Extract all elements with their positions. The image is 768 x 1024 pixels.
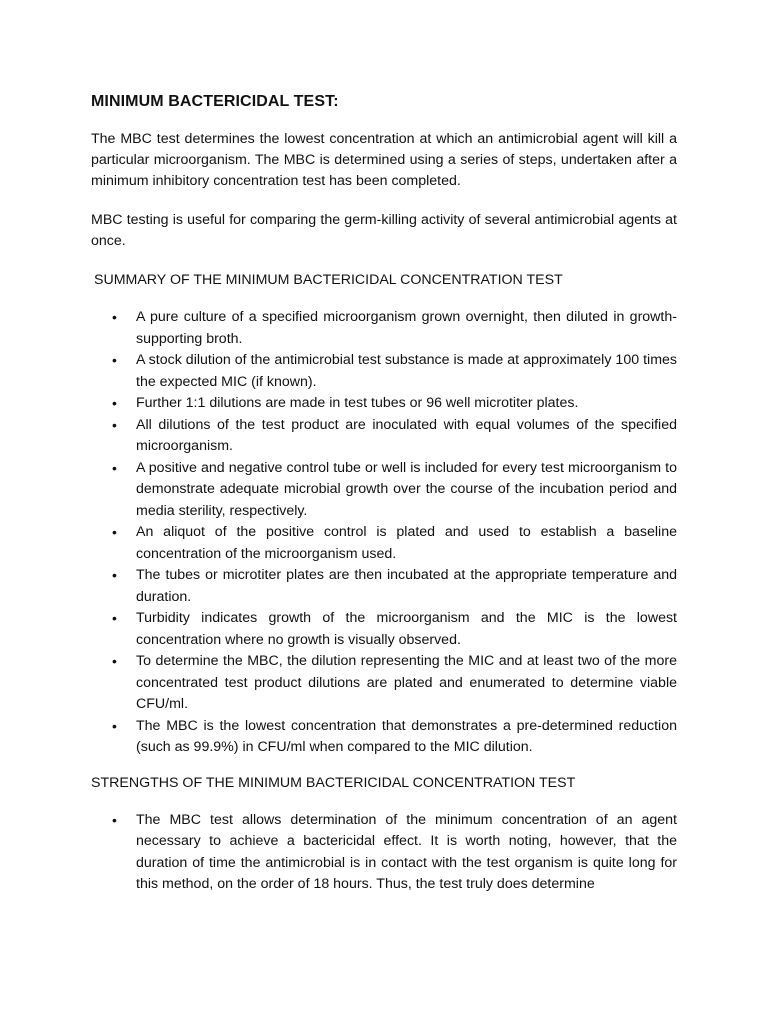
summary-bullet-text: The tubes or microtiter plates are then incubated at the appropriate temperature and duration.	[136, 567, 677, 605]
strengths-bullet-list	[91, 810, 677, 896]
bullet-icon: •	[112, 567, 117, 583]
summary-bullet-text: A pure culture of a specified microorganism grown overnight, then diluted in growth-supporting broth.	[136, 309, 677, 347]
summary-bullet-item	[91, 307, 677, 350]
summary-bullet-list	[91, 307, 677, 759]
bullet-icon: •	[112, 309, 117, 325]
summary-bullet-item	[91, 458, 677, 523]
usefulness-paragraph: MBC testing is useful for comparing the germ-killing activity of several antimicrobial agents at once.	[91, 212, 677, 249]
summary-bullet-text: The MBC is the lowest concentration that demonstrates a pre-determined reduction (such as 99.9%) in CFU/ml when compared to the MIC dilution.	[136, 717, 677, 755]
summary-heading: SUMMARY OF THE MINIMUM BACTERICIDAL CONCENTRATION TEST	[94, 272, 563, 288]
summary-bullet-text: To determine the MBC, the dilution representing the MIC and at least two of the more concentrated test product dilutions are plated and enumerated to determine viable CFU/ml.	[136, 653, 677, 712]
summary-bullet-item	[91, 608, 677, 651]
summary-bullet-item	[91, 716, 677, 759]
strengths-bullet-item	[91, 810, 677, 896]
summary-bullet-text: A stock dilution of the antimicrobial test substance is made at approximately 100 times the expected MIC (if known).	[136, 352, 677, 390]
bullet-icon: •	[112, 459, 117, 476]
bullet-icon: •	[112, 811, 117, 828]
summary-bullet-text: All dilutions of the test product are inoculated with equal volumes of the specified microorganism.	[136, 416, 677, 454]
summary-bullet-text: Turbidity indicates growth of the microorganism and the MIC is the lowest concentration where no growth is visually observed.	[136, 610, 677, 648]
bullet-icon: •	[112, 352, 117, 368]
bullet-icon: •	[112, 395, 117, 411]
summary-bullet-item	[91, 415, 677, 458]
summary-bullet-item	[91, 350, 677, 393]
summary-bullet-item	[91, 565, 677, 608]
document-title: MINIMUM BACTERICIDAL TEST:	[91, 93, 339, 110]
document-content	[91, 92, 677, 910]
bullet-icon: •	[112, 416, 117, 433]
strengths-bullet-text: The MBC test allows determination of the minimum concentration of an agent necessary to achieve a bactericidal effect. It is worth noting, however, that the duration of time the antimicrobial is in contact with the test organism is quite long for this method, on the order of 18 hours. Thus, the test truly does determine	[136, 811, 677, 892]
summary-bullet-item	[91, 522, 677, 565]
summary-bullet-text: Further 1:1 dilutions are made in test tubes or 96 well microtiter plates.	[136, 395, 579, 411]
bullet-icon: •	[112, 524, 117, 540]
bullet-icon: •	[112, 717, 117, 734]
strengths-heading: STRENGTHS OF THE MINIMUM BACTERICIDAL CONCENTRATION TEST	[91, 774, 576, 791]
summary-bullet-text: An aliquot of the positive control is plated and used to establish a baseline concentration of the microorganism used.	[136, 524, 677, 562]
summary-bullet-item	[91, 393, 677, 415]
intro-paragraph: The MBC test determines the lowest concentration at which an antimicrobial agent will kill a particular microorganism. The MBC is determined using a series of steps, undertaken after a minimum inhibitory concentration test has been completed.	[91, 131, 677, 189]
summary-bullet-item	[91, 651, 677, 716]
summary-bullet-text: A positive and negative control tube or well is included for every test microorganism to demonstrate adequate microbial growth over the course of the incubation period and media sterility, respectively.	[136, 459, 677, 519]
bullet-icon: •	[112, 653, 117, 669]
bullet-icon: •	[112, 610, 117, 626]
